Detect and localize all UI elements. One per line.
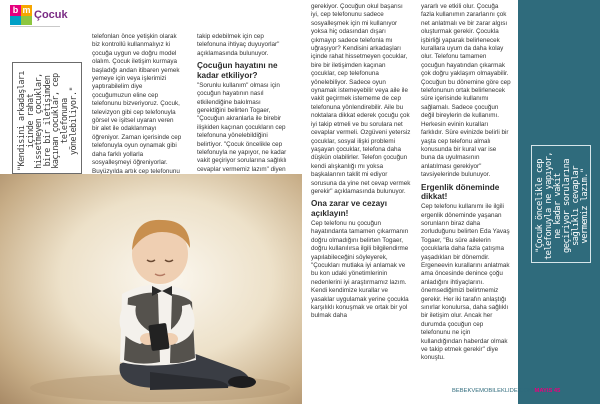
right-pull-quote: "Çocuk öncelikle cep telefonuyla ne yapıyor, ne kadar vakit geçiriyor sorularına sağlıklı cevaplar vermemiz lazım." xyxy=(535,152,590,261)
footer-page-number: MAYIS 45 xyxy=(534,388,561,394)
logo-block-blue xyxy=(10,16,21,25)
magazine-logo xyxy=(10,5,68,25)
section-title: Çocuk xyxy=(34,9,68,21)
column-3-paragraph-2: Cep telefonu nu çocuğun hayatındanta tamamen çıkarmanın doğru olmadığını belirten Togaer, doğru kullanılırsa ilgili bilgilendirme yapılabileceğini söyleyerek, "Çocukları mutlaka iyi anlamak ve bu kon udaki yönetimlerinin nedenlerini iyi araştırmamız lazım. Kendi kendimize kurallar ve yasaklar uygulamak yerine çocukla karşılıklı konuşmak ve ortak bir yol bulmak daha xyxy=(311,219,409,320)
column-1-text: telefonları önce yetişkin olarak biz kontrollü kullanmalıyız ki çocuğa uygun ve doğru model olalım. Çocuk iletişim kurmaya başladığı andan itibaren yemek yemeye için veya işlerimizi yaptırabilelim diye çocuğumuzun eline cep telefonunu bizveriyoruz. Çocuk, televizyon gibi cep telefonuyla görsel ve işitsel uyaran veren bir alet ile odaklanmayı öğreniyor. Zaman içerisinde cep telefonuyla oyun oynamak gibi daha farklı yollarla sosyalleşmeyi öğreniyorlar. Buyüzyılda artık cep telefonunu xyxy=(92,33,182,175)
left-pull-quote: "Kendisini arkadaşları içinde rahat hissetmeyen çocuklar, bire bir iletişimden kaçınan çocuklar, cep telefonuna yönelebiliyor." xyxy=(16,71,78,171)
column-2-heading: Çocuğun hayatını ne kadar etkiliyor? xyxy=(197,61,278,80)
column-4-paragraph-1: yararlı ve etkili olur. Çocuğa fazla kullanımın zararlarını çok net anlatmalı ve bir zarar algısı oluşturmak gerekir. Çocukla işbirliği yaparak belirlenecek kurallara uyum da daha kolay olur. Telefonu tamamen çocuğun hayatından çıkarmak çok doğru yaklaşım olmayabilir. Çocuğun bu dönemine göre cep telefonunun ortak belirlenecek süre içerisinde kullanımı sağlamalı. Sadece çocuğun değil bireylerin de kullanımı. Herkesin evinin kuralları farklıdır. Süre evinizde belirli bir yaşta cep telefonu almalı konusunda bir kural var ise buna da uyulmasının anlatılması gerekiyor" tavsiyelerinde bulunuyor. xyxy=(421,3,511,179)
child-illustration xyxy=(0,174,302,404)
column-4-heading: Ergenlik döneminde dikkat! xyxy=(421,182,500,201)
article-column-4 xyxy=(421,3,511,395)
column-3-heading: Ona zarar ve cezayı açıklayın! xyxy=(311,199,388,218)
column-2-paragraph-2: "Sorunlu kullanım" olması için çocuğun hayatının nasıl etkilendiğine bakılması gerektiğini belirten Togaer, "Çocuğun akranlarla ile birebir ilişkiden kaçınan çocukların cep telefonuna yönelebildiğini belirtiyor. "Çocuk öncelikle cep telefonuyla ne yapıyor, ne kadar vakit geçiriyor sorularına sağlıklı cevaplar vermemiz lazım" diyen xyxy=(197,81,287,173)
right-pull-quote-box xyxy=(531,145,591,263)
page-footer xyxy=(452,388,560,394)
header-divider xyxy=(10,26,60,27)
left-pull-quote-box xyxy=(12,62,82,174)
footer-site: BEBEKVEMOBILEKLIDE.COM xyxy=(452,388,533,394)
logo-letter-b: b xyxy=(10,5,21,16)
logo-block-green xyxy=(21,16,32,25)
column-4-paragraph-2: Cep telefonu kullanımı ile ilgili ergenlik döneminde yaşanan sorunların biraz daha zorluduğunu belirten Eda Yavaş Togaer, "Bu süre ailelerin çocuklarla daha fazla çatışma yaşadıkları bir dönemdir. Ergeneevin kurallarını anlatmak ama öncesinde denince çoğu anladığını ihtiyaçlarını. önemsediğimizi belirtmemiz gerekir. Her iki tarafın anlaştığı sınırlar konulursa, daha sağlıklı bir iletişim olur. Ancak her durumda çocuğun cep telefonunu ne için kullandığından haberdar olmak ve takip etmek gerekir" diye konuştu. xyxy=(421,203,510,362)
logo-letter-m: m xyxy=(22,5,31,15)
column-2-paragraph-1: takip edebilmek için cep telefonuna ihtiyaç duyuyorlar" açıklamasında bulunuyor. xyxy=(197,33,280,57)
article-column-3 xyxy=(311,3,412,395)
photo-child-phone xyxy=(0,174,302,404)
column-3-paragraph-1: gerekiyor. Çocuğun okul başarısı iyi, cep telefonunu sadece sosyalleşmek için mi kullanıyor yoksa hiç odasından dışarı çıkmayıp sadece telefonla mı uğraşıyor? Kendisini arkadaşları içinde rahat hissetmeyen çocuklar, bire bir iletişimden kaçınan çocuklar, cep telefonuna yönelebiliyor. Sadece oyun oynamak istemeyebilir veya aile ile vakit geçirmek istememe de cep telefonuna yönlendirebilir. Aile bu noktalara dikkat ederek çocuğu çok iyi takip etmeli ve bu sorulara net cevaplar vermeli. Ozgüveni yetersiz çocuklar, sosyal ilişki problemi yaşayan çocuklar, telefona daha düşkün olabilirler. Telefon çocuğun kendi alışkanlığı mı yoksa başkalarının taklit mi ediyor sorusuna da yine net cevap vermek gerekir" açıklamasında bulunuyor. xyxy=(311,3,411,195)
